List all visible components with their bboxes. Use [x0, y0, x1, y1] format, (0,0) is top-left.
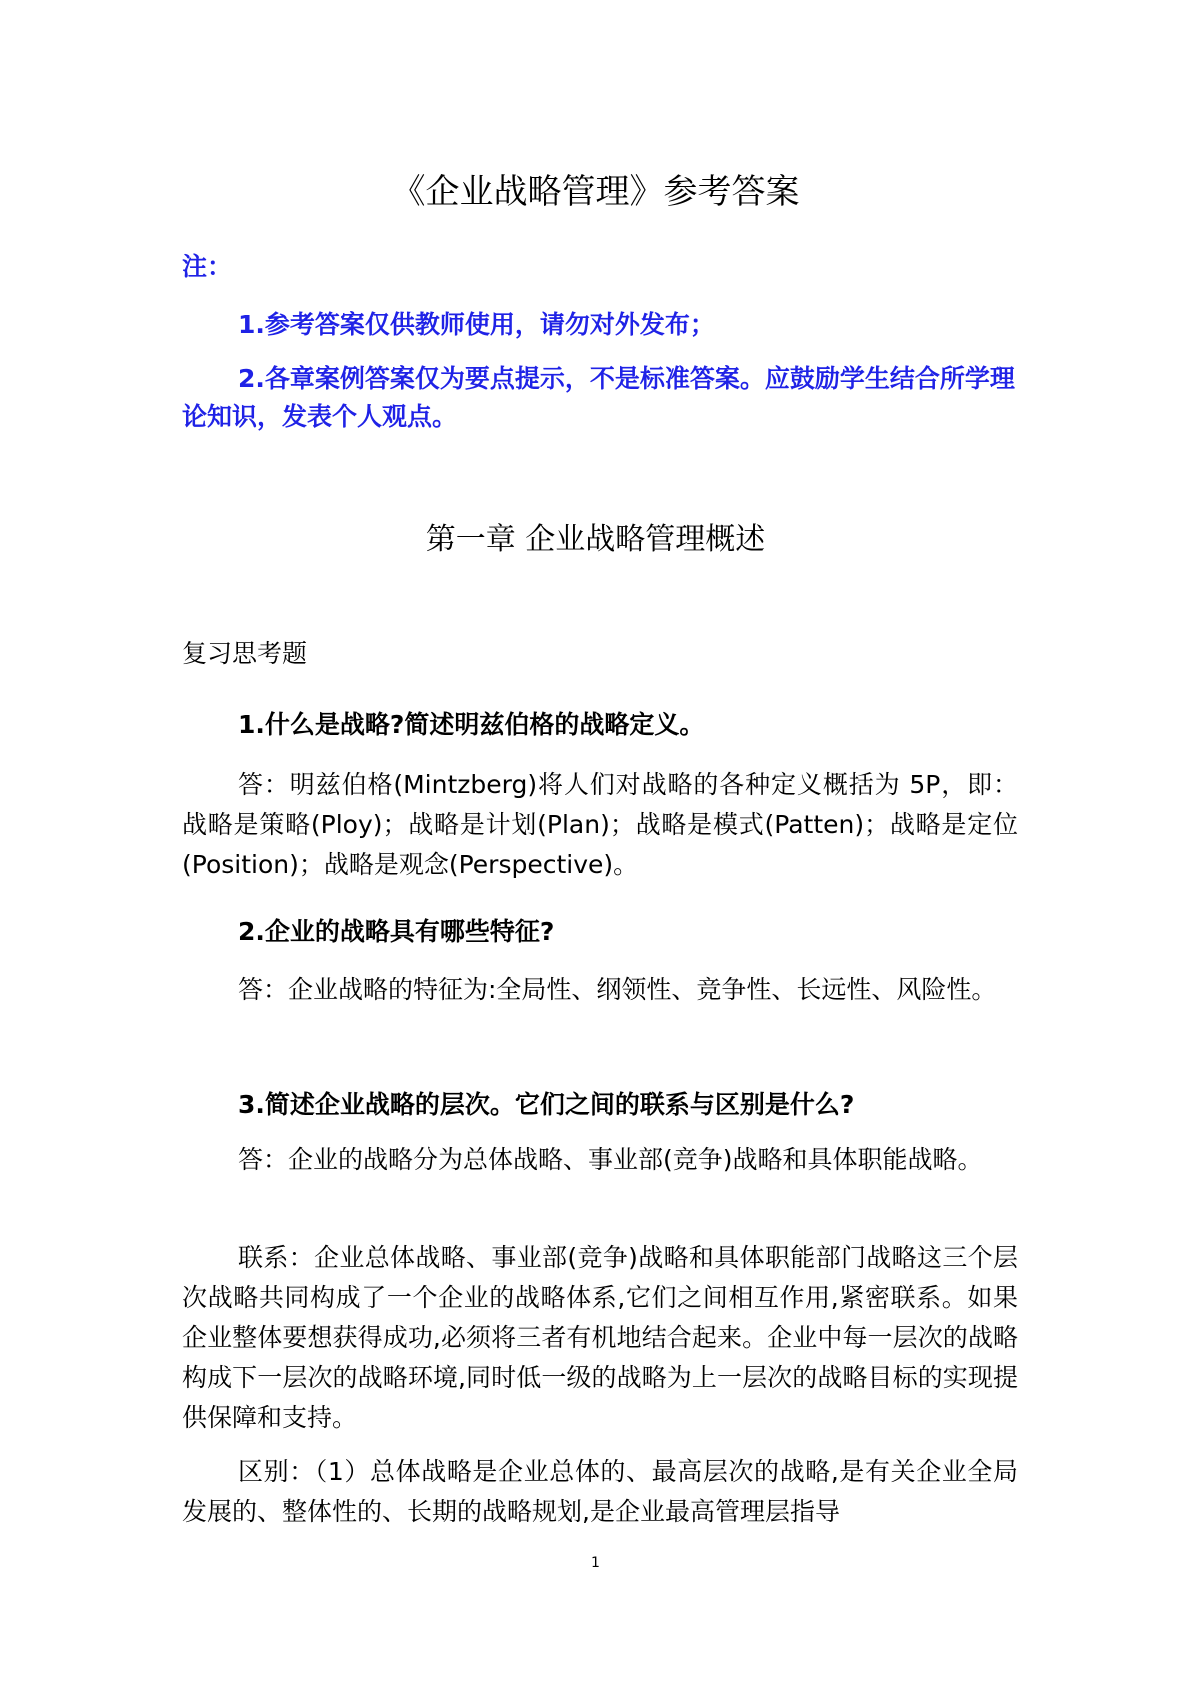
page-number: 1 [591, 1555, 600, 1571]
chapter-title: 第一章 企业战略管理概述 [425, 522, 766, 557]
note-label: 注： [182, 252, 233, 281]
answer-3: 答：企业的战略分为总体战略、事业部(竞争)战略和具体职能战略。 [238, 1145, 983, 1174]
answer-2: 答：企业战略的特征为:全局性、纲领性、竞争性、长远性、风险性。 [238, 975, 997, 1004]
answer-3-difference: 区别：（1）总体战略是企业总体的、最高层次的战略,是有关企业全局发展的、整体性的、长期的战略规划,是企业最高管理层指导 [182, 1457, 1018, 1526]
document-title: 《企业战略管理》参考答案 [391, 172, 800, 212]
note-item-2: 2.各章案例答案仅为要点提示，不是标准答案。应鼓励学生结合所学理论知识，发表个人观点。 [182, 364, 1015, 431]
question-3: 3.简述企业战略的层次。它们之间的联系与区别是什么? [238, 1090, 855, 1119]
section-label: 复习思考题 [182, 639, 308, 668]
answer-3-relation: 联系：企业总体战略、事业部(竞争)战略和具体职能部门战略这三个层次战略共同构成了一个企业的战略体系,它们之间相互作用,紧密联系。如果企业整体要想获得成功,必须将三者有机地结合起来。企业中每一层次的战略构成下一层次的战略环境,同时低一级的战略为上一层次的战略目标的实现提供保障和支持。 [182, 1243, 1018, 1432]
answer-1: 答：明兹伯格(Mintzberg)将人们对战略的各种定义概括为 5P，即：战略是策略(Ploy)；战略是计划(Plan)；战略是模式(Patten)；战略是定位(Position)；战略是观念(Perspective)。 [182, 770, 1018, 879]
question-1: 1.什么是战略?简述明兹伯格的战略定义。 [238, 710, 705, 739]
question-2: 2.企业的战略具有哪些特征? [238, 917, 555, 946]
note-item-1: 1.参考答案仅供教师使用，请勿对外发布； [238, 310, 715, 339]
